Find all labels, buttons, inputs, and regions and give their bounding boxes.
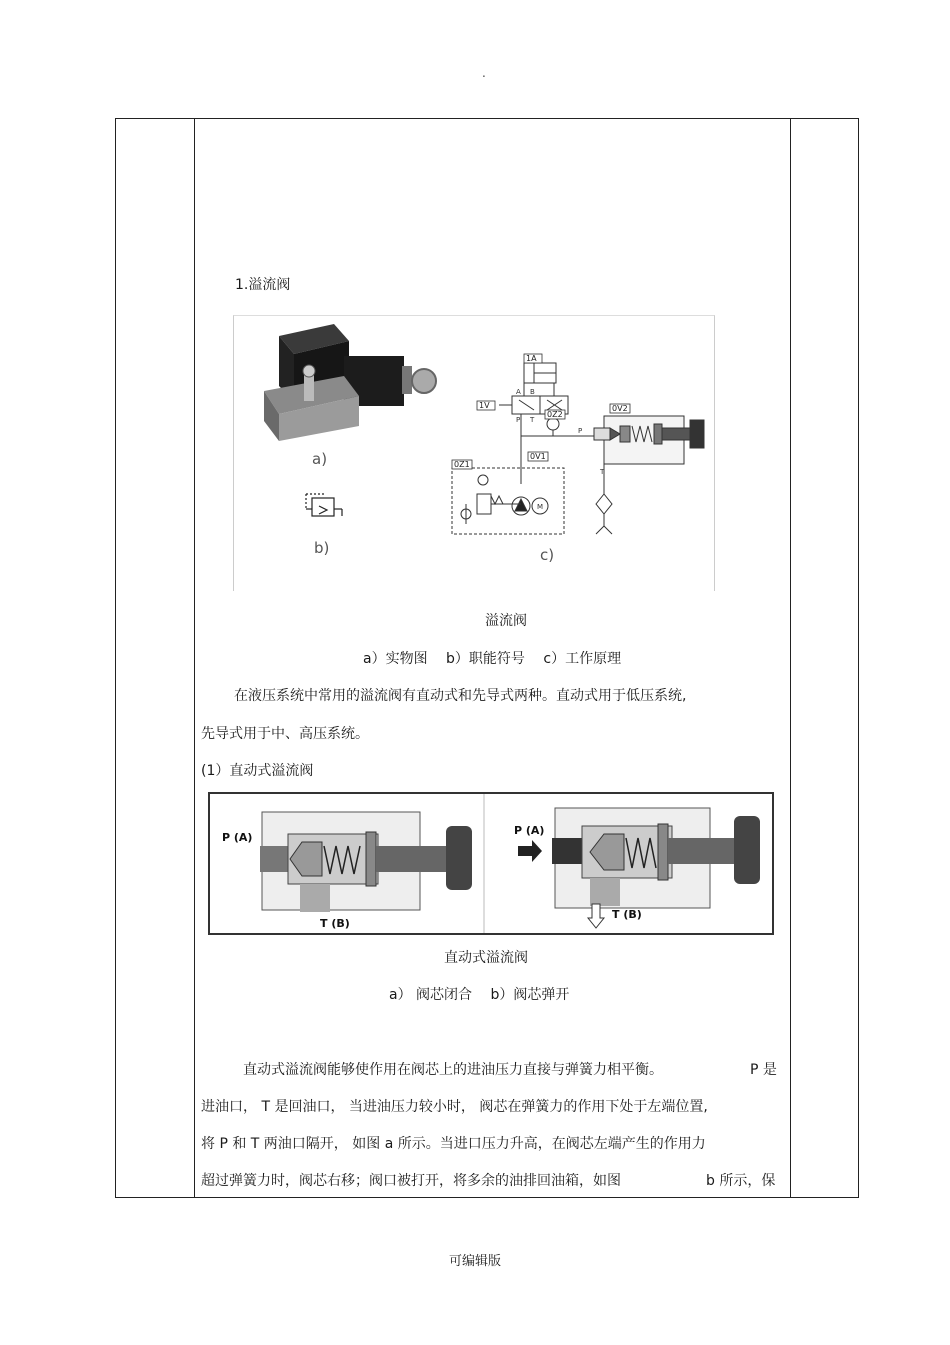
valve-open [552, 808, 760, 908]
label-c: c) [540, 546, 555, 564]
column-divider-left [194, 119, 195, 1197]
direct-relief-valve-illustration [210, 794, 772, 933]
port-b: B [530, 388, 535, 396]
tag-0v2: 0V2 [612, 404, 628, 413]
footer-text: 可编辑版 [448, 1254, 501, 1269]
tag-1a: 1A [526, 354, 537, 363]
tag-0z1: 0Z1 [454, 460, 470, 469]
left-p-label: P (A) [222, 831, 253, 844]
figure2-caption: 直动式溢流阀 [444, 950, 528, 966]
label-b: b) [314, 539, 330, 557]
relief-valve-symbol [306, 494, 342, 516]
para1-line1: 在液压系统中常用的溢流阀有直动式和先导式两种。直动式用于低压系统, [234, 688, 687, 704]
figure-relief-valve [233, 315, 715, 591]
relief-valve-illustration [234, 316, 714, 591]
tag-0z2: 0Z2 [547, 410, 563, 419]
motor-label: M [537, 503, 544, 511]
figure1-caption: 溢流阀 [485, 613, 527, 629]
para2-line4: 超过弹簧力时，阀芯右移；阀口被打开，将多余的油排回油箱，如图 [201, 1173, 621, 1189]
column-divider-right [790, 119, 791, 1197]
valve-photo [264, 324, 436, 441]
para2-line2: 进油口， T 是回油口， 当进油压力较小时， 阀芯在弹簧力的作用下处于左端位置, [201, 1099, 708, 1115]
para2-line3: 将 P 和 T 两油口隔开， 如图 a 所示。当进口压力升高，在阀芯左端产生的作用力 [201, 1136, 706, 1152]
tag-0v1: 0V1 [530, 452, 546, 461]
hydraulic-circuit [452, 363, 704, 534]
right-t-label: T (B) [612, 908, 642, 921]
figure2-subcaption: a） 阀芯闭合 b）阀芯弹开 [389, 987, 570, 1003]
subsection-title: (1）直动式溢流阀 [201, 763, 314, 779]
header-mark: . [482, 66, 486, 80]
port-a: A [516, 388, 521, 396]
label-a: a) [312, 450, 328, 468]
para1-line2: 先导式用于中、高压系统。 [201, 726, 369, 742]
port-t-valve: T [600, 468, 605, 476]
inflow-arrow-icon [518, 840, 542, 862]
para2-line1-tail: P 是 [750, 1062, 777, 1078]
para2-line4-tail: b 所示，保 [706, 1173, 776, 1189]
figure-direct-relief-valve [208, 792, 774, 935]
port-p: P [516, 416, 521, 424]
port-t: T [530, 416, 535, 424]
right-p-label: P (A) [514, 824, 545, 837]
tag-1v: 1V [479, 401, 490, 410]
para2-line1: 直动式溢流阀能够使作用在阀芯上的进油压力直接与弹簧力相平衡。 [243, 1062, 663, 1078]
figure1-subcaption: a）实物图 b）职能符号 c）工作原理 [363, 651, 622, 667]
valve-closed [260, 812, 472, 912]
section-title: 1.溢流阀 [235, 277, 291, 293]
left-t-label: T (B) [320, 917, 350, 930]
port-p-valve: P [578, 427, 583, 435]
